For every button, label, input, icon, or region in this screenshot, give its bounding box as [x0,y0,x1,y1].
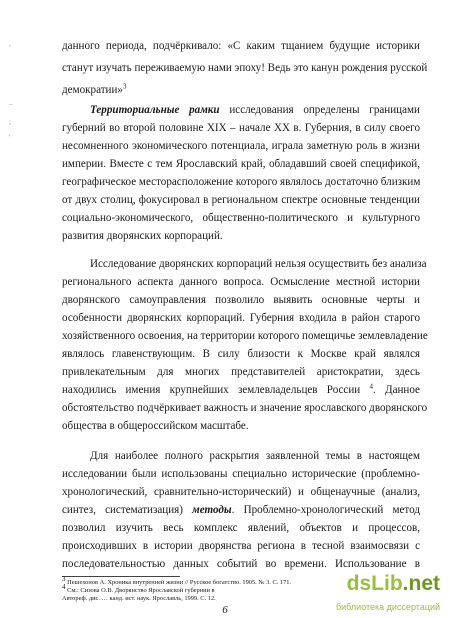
footnote: $^3$ Пешехонов А. Хроника внутренней жизни // Русское богатство. 1905. № 3. С. 171. [62,575,292,587]
margin-mark: ; [9,118,11,126]
text-line: привлекательным для многих представителей аристократии, здесь [62,366,420,378]
text-line: империи. Вместе с тем Ярославский край, обладавший своей спецификой, [62,158,420,170]
dslib-logo: dsLib.net [346,572,440,595]
watermark [322,572,440,618]
text-line: губерний во второй половине XIX – начале XX в. Губерния, в силу своего [62,122,420,134]
margin-mark: , [9,40,11,48]
text-line: демократии»$^3$ [62,82,127,96]
text-line: последовательностью данных событий во времени. Использование в [62,558,420,570]
margin-mark: ' [9,134,11,142]
text-line: являлось главенствующим. В силу близости к Москве край являлся [62,348,420,360]
text-line: Для наиболее полного раскрытия заявленной темы в настоящем [90,450,420,462]
text-line: хозяйственного освоения, на территории которого помещичье землевладение [62,330,428,342]
text-line: синтез, систематизация) методы. Проблемно-хронологический метод [62,504,420,516]
methods-term: методы [192,504,232,516]
paragraph-heading-line: Территориальные рамки исследования определены границами [90,104,420,116]
text-line: находились имения крупнейших землевладельцев России $^4$. Данное [62,382,420,396]
footnote-ref: 4 [369,382,373,391]
text-line: исследовании были использованы специально исторические (проблемно- [62,468,420,480]
text-line: социально-экономического, общественно-политического и культурного [62,212,420,224]
text-line: происходивших в истории дворянства региона в тесной взаимосвязи с [62,540,420,552]
footnote-ref: 3 [122,82,127,91]
text-line: хронологический, сравнительно-исторический) и общенаучные (анализ, [62,486,420,498]
text-line: станут изучать переживаемую нами эпоху! Ведь это канун рождения русской [62,62,428,74]
text-line: регионального аспекта данного вопроса. Осмысление местной истории [62,276,420,288]
text-line: развития дворянских корпораций. [62,230,223,242]
text-line: особенности дворянских корпораций. Губерния входила в район старого [62,312,420,324]
text-line: Исследование дворянских корпораций нельзя осуществить без анализа [90,258,427,270]
footnote-divider [62,576,180,577]
text-line: несомненного экономического потенциала, играла заметную роль в жизни [62,140,420,152]
text-line: обстоятельство подчёркивает важность и значение ярославского дворянского [62,402,428,414]
footnote: $^4$ См.: Сизова О.В. Дворянство Ярославской губернии в [62,583,215,595]
margin-mark: – [9,100,13,108]
text-line: общества в общероссийском масштабе. [62,420,249,432]
text-line: данного периода, подчёркивало: «С каким тщанием будущие историки [62,40,420,52]
watermark-subtitle: библиотека диссертаций [335,602,440,612]
text-line: географическое месторасположение которого являлось достаточно близким [62,176,421,188]
text-line: позволил изучить весь комплекс явлений, объектов и процессов, [62,522,420,534]
text-line: от двух столиц, фокусировал в региональном спектре основные тенденции [62,194,420,206]
footnote: Автореф. дис. … канд. ист. наук. Ярославль, 1999. С. 12. [62,595,216,602]
text-line: дворянского самоуправления позволило выявить основные черты и [62,294,420,306]
page-number: 6 [222,604,228,616]
territorial-scope-heading: Территориальные рамки [90,104,220,116]
